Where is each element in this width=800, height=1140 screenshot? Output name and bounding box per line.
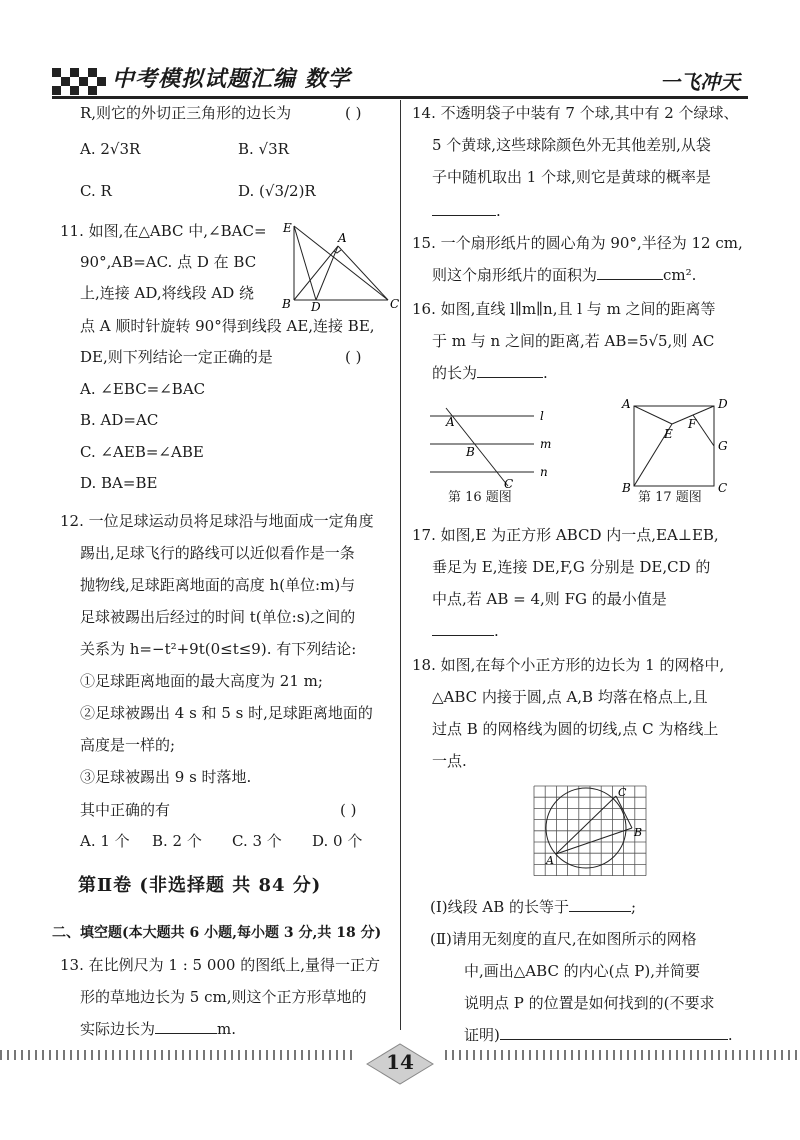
q18-line-3: 过点 B 的网格线为圆的切线,点 C 为格线上 bbox=[432, 720, 719, 738]
q18-part-1-blank[interactable] bbox=[569, 895, 631, 912]
q11-label-e: E bbox=[283, 222, 292, 235]
q18-part-2-line-3: 说明点 P 的位置是如何找到的(不要求 bbox=[464, 994, 715, 1012]
q14-line-4 bbox=[432, 196, 501, 227]
q12-option-c: C. 3 个 bbox=[232, 832, 282, 850]
q12-line-10: 其中正确的有 bbox=[80, 801, 171, 819]
q17-end: . bbox=[494, 622, 499, 640]
q10-option-a: A. 2√3R bbox=[80, 140, 141, 158]
q17-label-b: B bbox=[622, 481, 631, 492]
q18-part-1-post: ; bbox=[631, 898, 637, 916]
q17-label-a: A bbox=[622, 397, 631, 411]
q10-option-d: D. (√3/2)R bbox=[238, 182, 316, 200]
q17-label-e: E bbox=[664, 427, 673, 441]
q18-part-1-pre: (Ⅰ)线段 AB 的长等于 bbox=[430, 898, 570, 916]
q15-line-2-post: cm². bbox=[663, 266, 697, 284]
q17-answer-blank[interactable] bbox=[432, 619, 494, 636]
q13-line-3-pre: 实际边长为 bbox=[80, 1020, 156, 1038]
q11-label-a: A bbox=[338, 231, 347, 245]
q18-line-1: 18. 如图,在每个小正方形的边长为 1 的网格中, bbox=[412, 656, 725, 674]
q14-line-3: 子中随机取出 1 个球,则它是黄球的概率是 bbox=[432, 168, 711, 186]
q17-figure bbox=[616, 396, 736, 492]
q11-option-b: B. AD=AC bbox=[80, 411, 159, 429]
q12-option-a: A. 1 个 bbox=[80, 832, 130, 850]
q17-line-4 bbox=[432, 616, 499, 647]
q16-line-3-pre: 的长为 bbox=[432, 364, 478, 382]
q14-line-2: 5 个黄球,这些球除颜色外无其他差别,从袋 bbox=[432, 136, 711, 154]
q16-label-c: C bbox=[504, 477, 514, 490]
q18-part-2-blank[interactable] bbox=[500, 1023, 728, 1040]
footer-pattern-right bbox=[445, 1050, 800, 1060]
q18-line-4: 一点. bbox=[432, 752, 467, 770]
q12-line-6: ①足球距离地面的最大高度为 21 m; bbox=[80, 672, 323, 690]
q11-option-d: D. BA=BE bbox=[80, 474, 158, 492]
q10-option-c: C. R bbox=[80, 182, 112, 200]
q12-answer-paren: ( ) bbox=[340, 801, 357, 819]
q11-answer-paren: ( ) bbox=[345, 348, 362, 366]
q12-line-7: ②足球被踢出 4 s 和 5 s 时,足球距离地面的 bbox=[80, 704, 373, 722]
q12-line-3: 抛物线,足球距离地面的高度 h(单位:m)与 bbox=[80, 576, 356, 594]
q10-answer-paren: ( ) bbox=[345, 104, 362, 122]
q18-part-2-last-pre: 证明) bbox=[464, 1026, 500, 1044]
q15-answer-blank[interactable] bbox=[597, 263, 663, 280]
q13-answer-blank[interactable] bbox=[155, 1017, 217, 1034]
q16-line-3-post: . bbox=[543, 364, 548, 382]
q17-label-d: D bbox=[718, 397, 728, 411]
q14-line-1: 14. 不透明袋子中装有 7 个球,其中有 2 个绿球、 bbox=[412, 104, 739, 122]
q16-label-a: A bbox=[446, 415, 455, 429]
q18-figure bbox=[524, 782, 660, 882]
q17-label-g: G bbox=[718, 439, 728, 453]
q16-line-3 bbox=[432, 358, 548, 389]
q16-figure bbox=[424, 406, 554, 490]
checker-pattern bbox=[52, 68, 106, 94]
q18-label-a: A bbox=[546, 854, 554, 867]
q18-part-2-last-post: . bbox=[727, 1026, 733, 1044]
q16-label-m: m bbox=[540, 437, 552, 451]
q16-line-2: 于 m 与 n 之间的距离,若 AB=5√5,则 AC bbox=[432, 332, 715, 350]
q11-line-3: 上,连接 AD,将线段 AD 绕 bbox=[80, 284, 255, 302]
q15-line-2-pre: 则这个扇形纸片的面积为 bbox=[432, 266, 598, 284]
q18-label-b: B bbox=[634, 826, 643, 839]
q13-line-1: 13. 在比例尺为 1 : 5 000 的图纸上,量得一正方 bbox=[60, 956, 381, 974]
q16-answer-blank[interactable] bbox=[477, 361, 543, 378]
page-number: 14 bbox=[386, 1050, 414, 1074]
q16-label-n: n bbox=[540, 465, 548, 479]
q11-label-c: C bbox=[390, 297, 400, 311]
q12-option-d: D. 0 个 bbox=[312, 832, 363, 850]
q11-line-2: 90°,AB=AC. 点 D 在 BC bbox=[80, 253, 257, 271]
q15-line-1: 15. 一个扇形纸片的圆心角为 90°,半径为 12 cm, bbox=[412, 234, 743, 252]
q16-label-l: l bbox=[540, 409, 544, 423]
q17-caption: 第 17 题图 bbox=[638, 490, 702, 505]
q11-option-a: A. ∠EBC=∠BAC bbox=[80, 380, 206, 398]
q12-line-8: 高度是一样的; bbox=[80, 736, 176, 754]
q15-line-2 bbox=[432, 260, 696, 291]
q18-label-c: C bbox=[618, 786, 627, 799]
q18-part-2-line-2: 中,画出△ABC 的内心(点 P),并简要 bbox=[464, 962, 701, 980]
q18-line-2: △ABC 内接于圆,点 A,B 均落在格点上,且 bbox=[432, 688, 708, 706]
q17-line-2: 垂足为 E,连接 DE,F,G 分别是 DE,CD 的 bbox=[432, 558, 711, 576]
q13-line-3-post: m. bbox=[217, 1020, 237, 1038]
footer-pattern-left bbox=[0, 1050, 355, 1060]
q16-line-1: 16. 如图,直线 l∥m∥n,且 l 与 m 之间的距离等 bbox=[412, 300, 716, 318]
q11-label-d: D bbox=[311, 300, 321, 312]
section-2-title: 第Ⅱ卷 (非选择题 共 84 分) bbox=[78, 875, 322, 896]
q13-line-2: 形的草地边长为 5 cm,则这个正方形草地的 bbox=[80, 988, 367, 1006]
q11-figure bbox=[280, 222, 405, 312]
q12-line-9: ③足球被踢出 9 s 时落地. bbox=[80, 768, 252, 786]
q11-line-1: 11. 如图,在△ABC 中,∠BAC= bbox=[60, 222, 267, 240]
page-footer bbox=[0, 1040, 800, 1100]
q17-label-c: C bbox=[718, 481, 728, 492]
q12-line-5: 关系为 h=−t²+9t(0≤t≤9). 有下列结论: bbox=[80, 640, 357, 658]
q14-end: . bbox=[496, 202, 501, 220]
q11-label-b: B bbox=[282, 297, 291, 311]
q17-line-1: 17. 如图,E 为正方形 ABCD 内一点,EA⊥EB, bbox=[412, 526, 719, 544]
q16-caption: 第 16 题图 bbox=[448, 490, 512, 505]
q11-line-4: 点 A 顺时针旋转 90°得到线段 AE,连接 BE, bbox=[80, 317, 375, 335]
q10-stem: R,则它的外切正三角形的边长为 bbox=[80, 104, 292, 122]
q12-line-4: 足球被踢出后经过的时间 t(单位:s)之间的 bbox=[80, 608, 356, 626]
q14-answer-blank[interactable] bbox=[432, 199, 496, 216]
q10-option-b: B. √3R bbox=[238, 140, 289, 158]
page-number-badge bbox=[365, 1042, 435, 1086]
q11-line-5: DE,则下列结论一定正确的是 bbox=[80, 348, 273, 366]
header-title: 中考模拟试题汇编 数学 bbox=[112, 66, 351, 92]
q17-label-f: F bbox=[688, 417, 697, 431]
q12-option-b: B. 2 个 bbox=[152, 832, 202, 850]
q12-line-2: 踢出,足球飞行的路线可以近似看作是一条 bbox=[80, 544, 355, 562]
q17-line-3: 中点,若 AB = 4,则 FG 的最小值是 bbox=[432, 590, 667, 608]
header-brand: 一飞冲天 bbox=[660, 70, 740, 94]
fill-in-subtitle: 二、填空题(本大题共 6 小题,每小题 3 分,共 18 分) bbox=[52, 925, 382, 941]
q12-line-1: 12. 一位足球运动员将足球沿与地面成一定角度 bbox=[60, 512, 374, 530]
q16-label-b: B bbox=[466, 445, 475, 459]
q18-part-2-line-1: (Ⅱ)请用无刻度的直尺,在如图所示的网格 bbox=[430, 930, 697, 948]
page-header bbox=[0, 60, 800, 98]
q18-part-1 bbox=[430, 892, 636, 923]
q11-option-c: C. ∠AEB=∠ABE bbox=[80, 443, 204, 461]
